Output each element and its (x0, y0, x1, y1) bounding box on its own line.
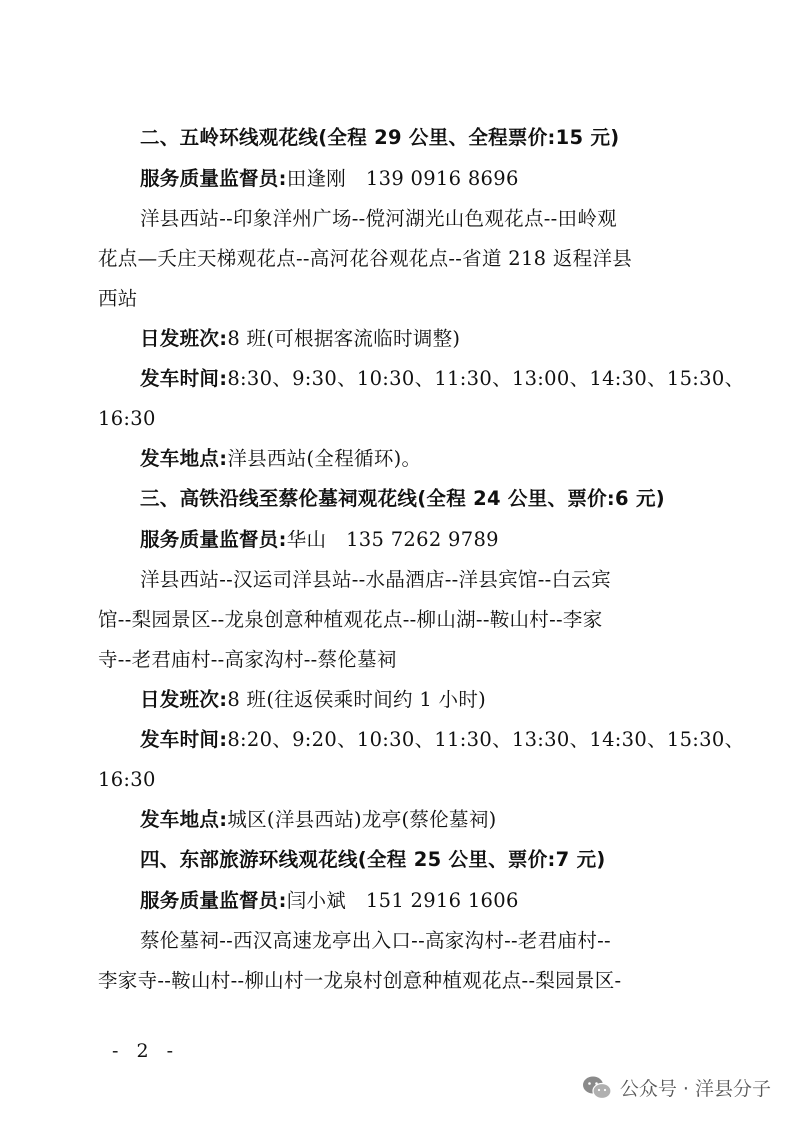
route2-supervisor-label: 服务质量监督员: (140, 167, 287, 190)
route4-supervisor-value: 闫小斌 151 2916 1606 (286, 889, 519, 912)
wechat-icon (582, 1075, 612, 1101)
route2-supervisor-value: 田逢刚 139 0916 8696 (286, 167, 519, 190)
route3-depart-time-line2: 16:30 (98, 768, 156, 791)
route3-daily-value: 8 班(往返侯乘时间约 1 小时) (227, 688, 487, 711)
route2-heading: 二、五岭环线观花线(全程 29 公里、全程票价:15 元) (140, 126, 620, 149)
route2-depart-time (140, 366, 744, 392)
route3-depart-place (140, 807, 497, 833)
route2-depart-time-label: 发车时间: (140, 367, 228, 390)
route3-daily-label: 日发班次: (140, 688, 228, 711)
route2-stops-line3: 西站 (98, 287, 138, 310)
route2-depart-place-value: 洋县西站(全程循环)。 (227, 447, 422, 470)
watermark (582, 1074, 771, 1101)
route3-depart-place-value: 城区(洋县西站)龙亭(蔡伦墓祠) (227, 808, 497, 831)
route2-daily (140, 326, 460, 352)
route3-depart-time-label: 发车时间: (140, 728, 228, 751)
route4-supervisor (140, 888, 519, 914)
route3-stops-line2: 馆--梨园景区--龙泉创意种植观花点--柳山湖--鞍山村--李家 (98, 608, 603, 631)
watermark-text: 公众号 · 洋县分子 (619, 1078, 771, 1100)
route4-stops-line1: 蔡伦墓祠--西汉高速龙亭出入口--高家沟村--老君庙村-- (140, 929, 611, 952)
route4-supervisor-label: 服务质量监督员: (140, 889, 287, 912)
route3-supervisor-label: 服务质量监督员: (140, 528, 287, 551)
route3-depart-time (140, 727, 744, 753)
route2-depart-place (140, 446, 421, 472)
route3-stops-line3: 寺--老君庙村--高家沟村--蔡伦墓祠 (98, 648, 397, 671)
route4-heading: 四、东部旅游环线观花线(全程 25 公里、票价:7 元) (140, 848, 606, 871)
route2-daily-value: 8 班(可根据客流临时调整) (227, 327, 461, 350)
route4-stops-line2: 李家寺--鞍山村--柳山村一龙泉村创意种植观花点--梨园景区- (98, 969, 622, 992)
route2-daily-label: 日发班次: (140, 327, 228, 350)
route3-supervisor-value: 华山 135 7262 9789 (286, 528, 499, 551)
route2-supervisor (140, 166, 519, 192)
route3-depart-time-value: 8:20、9:20、10:30、11:30、13:30、14:30、15:30、 (227, 728, 745, 751)
route2-stops-line1: 洋县西站--印象洋州广场--傥河湖光山色观花点--田岭观 (140, 207, 617, 230)
route2-depart-time-value: 8:30、9:30、10:30、11:30、13:00、14:30、15:30、 (227, 367, 745, 390)
route3-heading: 三、高铁沿线至蔡伦墓祠观花线(全程 24 公里、票价:6 元) (140, 487, 665, 510)
route3-supervisor (140, 527, 499, 553)
page-number: - 2 - (112, 1040, 180, 1062)
route2-stops-line2: 花点—夭庄天梯观花点--高河花谷观花点--省道 218 返程洋县 (98, 247, 633, 270)
route3-depart-place-label: 发车地点: (140, 808, 228, 831)
route3-stops-line1: 洋县西站--汉运司洋县站--水晶酒店--洋县宾馆--白云宾 (140, 568, 611, 591)
route3-daily (140, 687, 486, 713)
route2-depart-time-line2: 16:30 (98, 407, 156, 430)
route2-depart-place-label: 发车地点: (140, 447, 228, 470)
